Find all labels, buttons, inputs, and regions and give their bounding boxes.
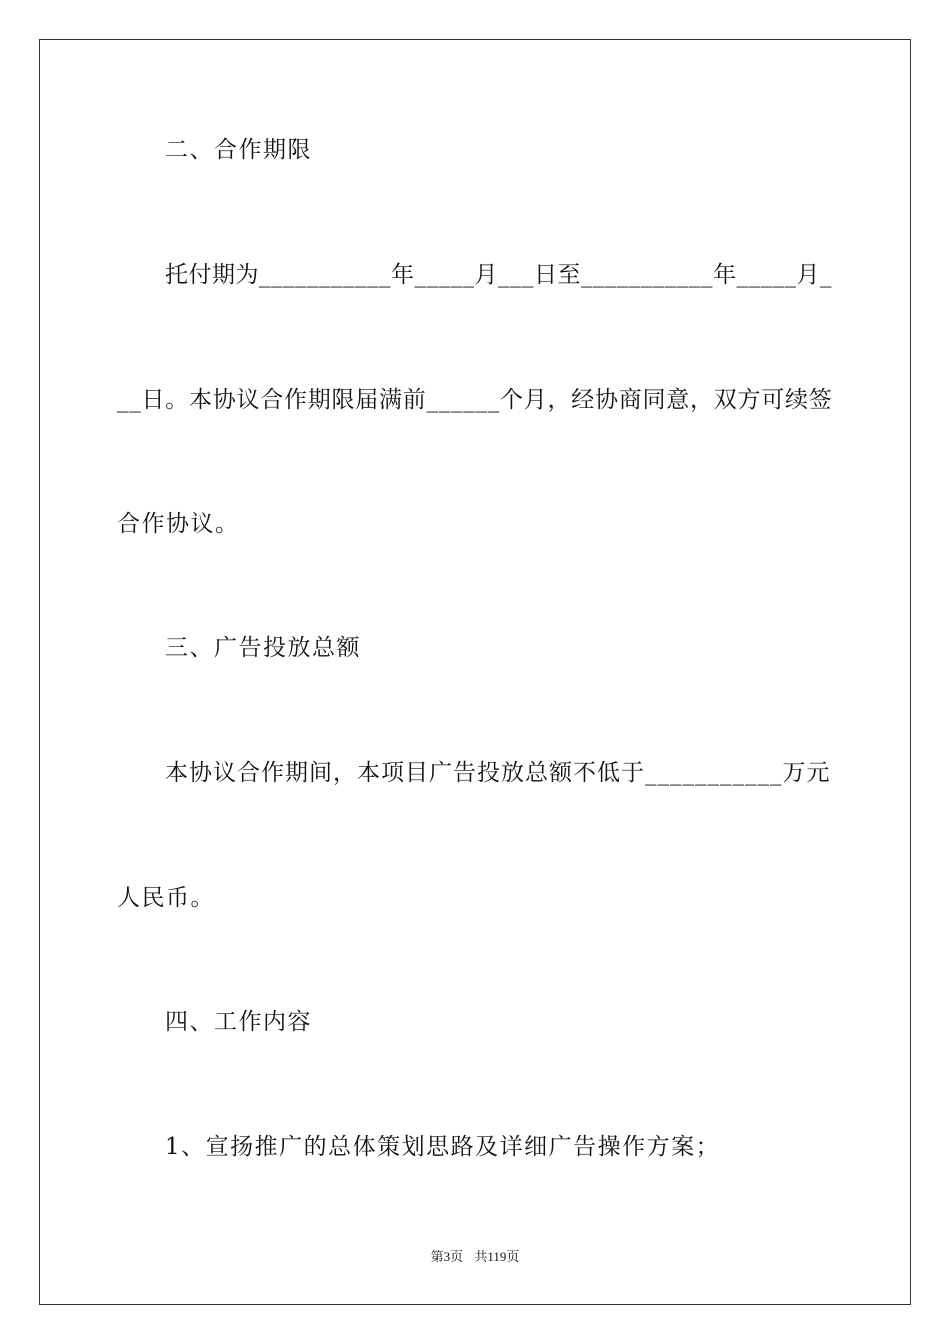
section-3-paragraph-line-2: 人民币。 xyxy=(117,885,215,911)
page-number: 第3页 xyxy=(430,1249,464,1264)
section-2-heading: 二、合作期限 xyxy=(165,137,312,163)
section-2-paragraph-line-2: __日。本协议合作期限届满前______个月，经协商同意，双方可续签 xyxy=(117,387,833,413)
section-3-paragraph-line-1: 本协议合作期间，本项目广告投放总额不低于___________万元 xyxy=(165,760,831,786)
section-4-item-1: 1、宣扬推广的总体策划思路及详细广告操作方案； xyxy=(165,1134,721,1160)
page-border xyxy=(39,39,911,1305)
section-4-heading: 四、工作内容 xyxy=(165,1009,312,1035)
page-footer xyxy=(0,1248,950,1266)
section-2-paragraph-line-1: 托付期为___________年_____月___日至___________年_____月_ xyxy=(165,262,832,288)
section-2-paragraph-line-3: 合作协议。 xyxy=(117,511,240,537)
section-3-heading: 三、广告投放总额 xyxy=(165,635,361,661)
total-pages: 共119页 xyxy=(474,1249,520,1264)
